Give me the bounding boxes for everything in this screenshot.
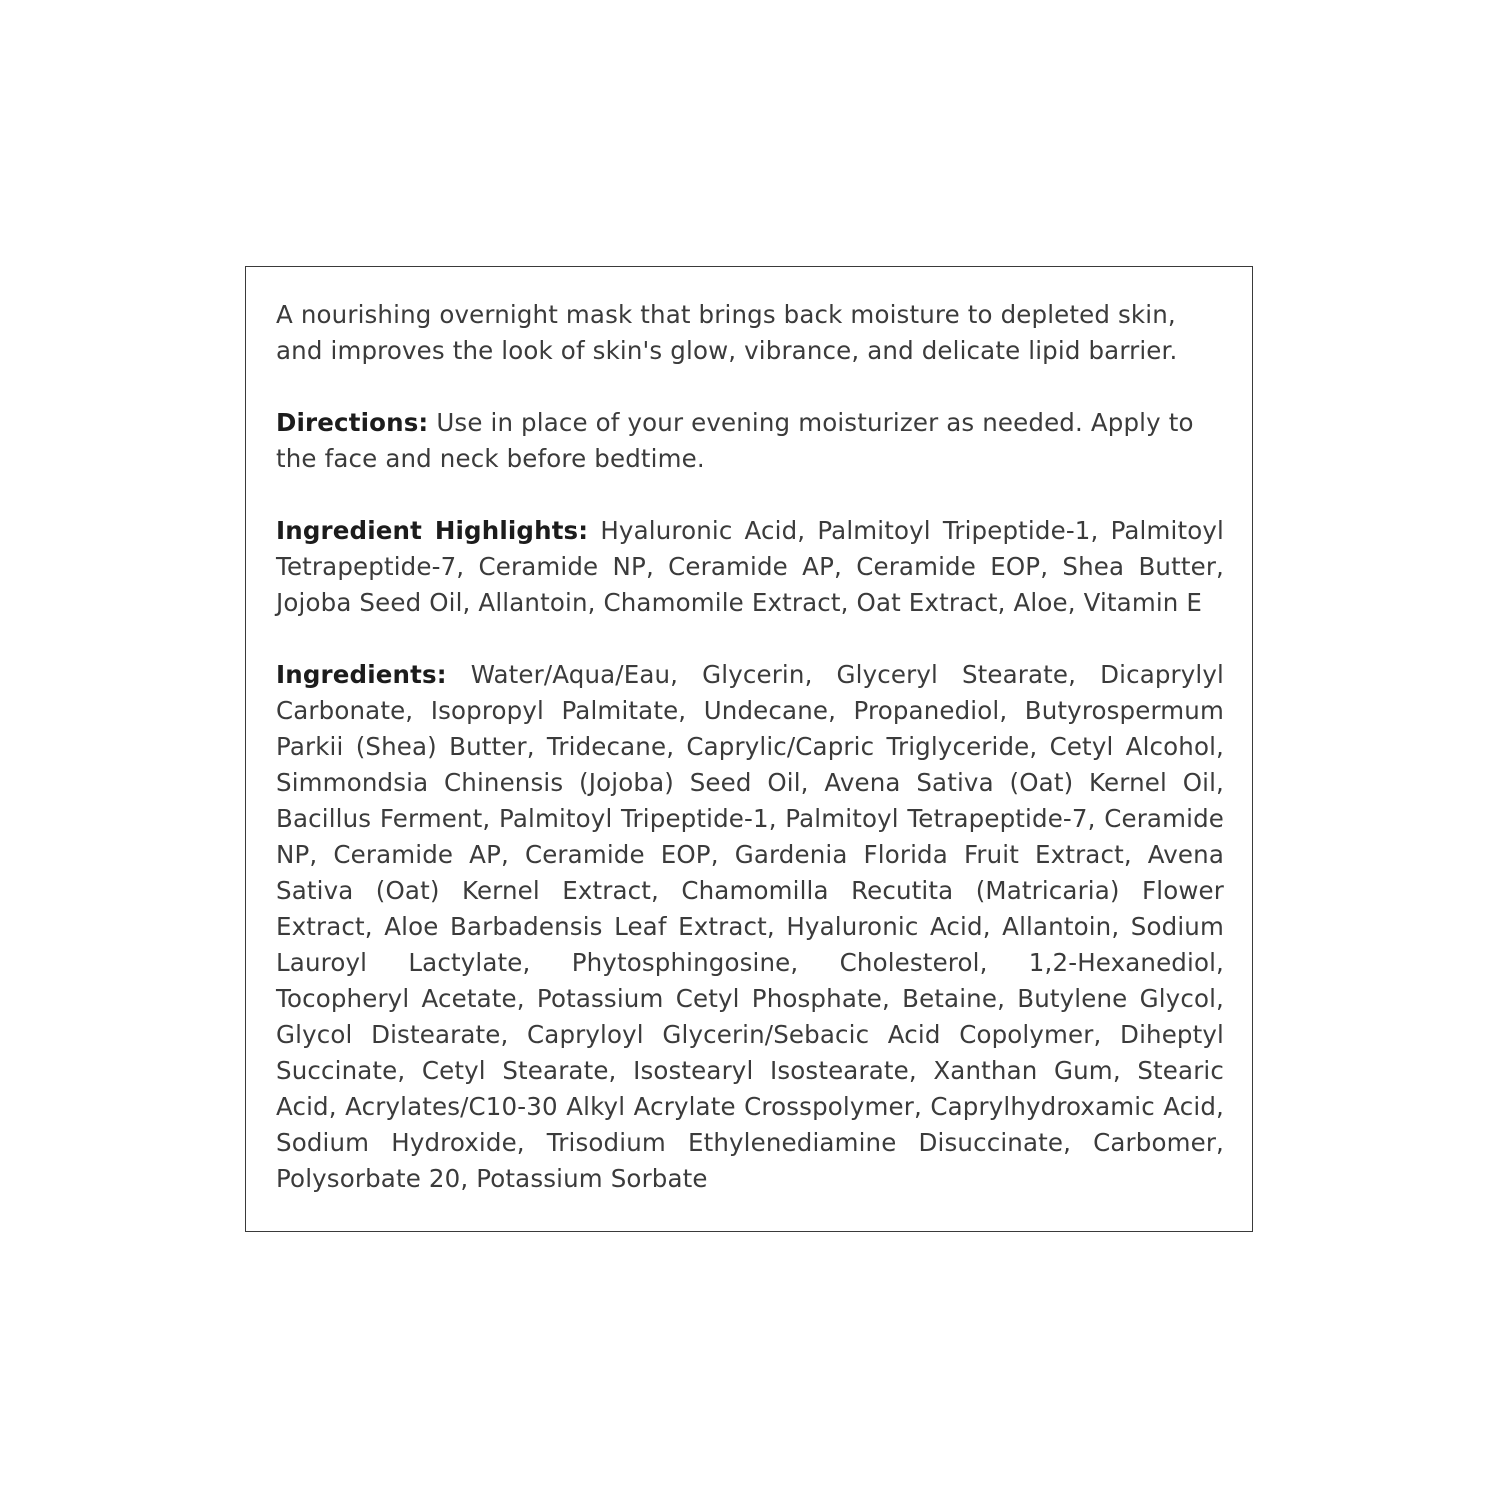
ingredients-text: Water/Aqua/Eau, Glycerin, Glyceryl Stearate, Dicaprylyl Carbonate, Isopropyl Palmitate, Undecane, Propanediol, Butyrospermum Parkii (Shea) Butter, Tridecane, Caprylic/Capric Triglyceride, Cetyl Alcohol, Simmondsia Chinensis (Jojoba) Seed Oil, Avena Sativa (Oat) Kernel Oil, Bacillus Ferment, Palmitoyl Tripeptide-1, Palmitoyl Tetrapeptide-7, Ceramide NP, Ceramide AP, Ceramide EOP, Gardenia Florida Fruit Extract, Avena Sativa (Oat) Kernel Extract, Chamomilla Recutita (Matricaria) Flower Extract, Aloe Barbadensis Leaf Extract, Hyaluronic Acid, Allantoin, Sodium Lauroyl Lactylate, Phytosphingosine, Cholesterol, 1,2-Hexanediol, Tocopheryl Acetate, Potassium Cetyl Phosphate, Betaine, Butylene Glycol, Glycol Distearate, Capryloyl Glycerin/Sebacic Acid Copolymer, Diheptyl Succinate, Cetyl Stearate, Isostearyl Isostearate, Xanthan Gum, Stearic Acid, Acrylates/C10-30 Alkyl Acrylate Crosspolymer, Caprylhydroxamic Acid, Sodium Hydroxide, Trisodium Ethylenediamine Disuccinate, Carbomer, Polysorbate 20, Potassium Sorbate bbox=[276, 660, 1224, 1193]
product-description bbox=[276, 297, 1224, 369]
ingredient-highlights-text: Hyaluronic Acid, Palmitoyl Tripeptide-1, Palmitoyl Tetrapeptide-7, Ceramide NP, Ceramide AP, Ceramide EOP, Shea Butter, Jojoba Seed Oil, Allantoin, Chamomile Extract, Oat Extract, Aloe, Vitamin E bbox=[276, 516, 1224, 617]
directions-text: Use in place of your evening moisturizer as needed. Apply to the face and neck before bedtime. bbox=[276, 408, 1194, 473]
product-info-content bbox=[276, 297, 1224, 1197]
description-text: A nourishing overnight mask that brings back moisture to depleted skin, and improves the look of skin's glow, vibrance, and delicate lipid barrier. bbox=[276, 300, 1178, 365]
ingredient-highlights-heading: Ingredient Highlights: bbox=[276, 516, 589, 545]
product-info-box bbox=[245, 266, 1253, 1232]
ingredients-heading: Ingredients: bbox=[276, 660, 447, 689]
ingredient-highlights-section bbox=[276, 513, 1224, 621]
directions-section bbox=[276, 405, 1224, 477]
ingredients-section bbox=[276, 657, 1224, 1197]
directions-heading: Directions: bbox=[276, 408, 429, 437]
